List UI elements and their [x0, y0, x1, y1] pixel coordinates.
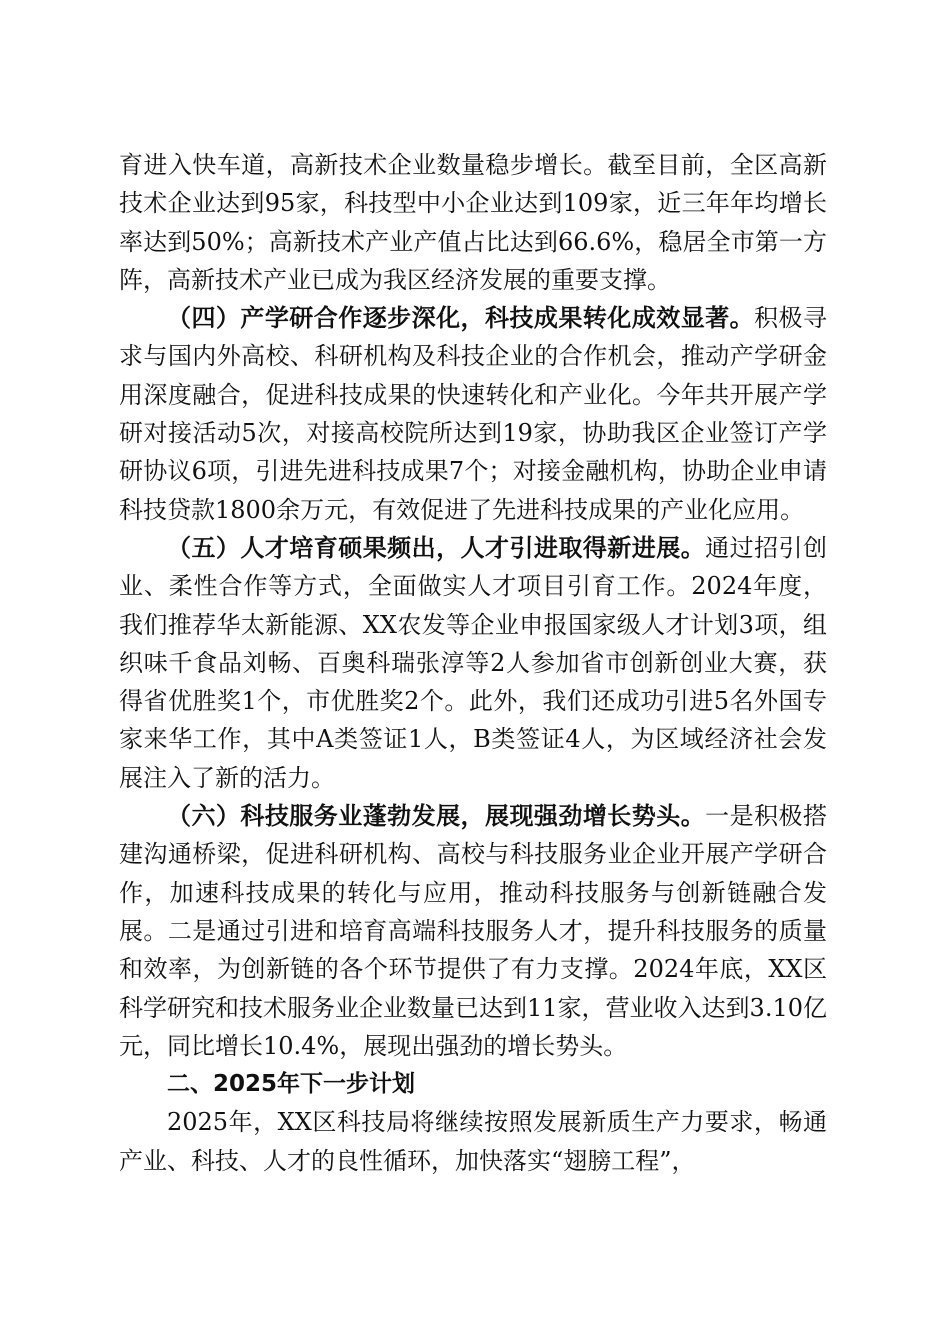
paragraph-text: 育进入快车道，高新技术企业数量稳步增长。截至目前，全区高新技术企业达到95家，科技型中小企业达到109家，近三年年均增长率达到50%；高新技术产业产值占比达到66.6%，稳居全市第一方阵，高新技术产业已成为我区经济发展的重要支撑。 [119, 151, 827, 294]
paragraph-lead-heading: （四）产学研合作逐步深化，科技成果转化成效显著。 [167, 303, 755, 333]
paragraph-high-tech-growth [119, 146, 827, 299]
section-heading: 二、2025年下一步计划 [167, 1071, 416, 1098]
paragraph-lead-heading: （六）科技服务业蓬勃发展，展现强劲增长势头。 [167, 801, 706, 831]
document-body [119, 146, 827, 1180]
paragraph-text: 积极寻求与国内外高校、科研机构及科技企业的合作机会，推动产学研金用深度融合，促进科技成果的快速转化和产业化。今年共开展产学研对接活动5次，对接高校院所达到19家，协助我区企业签订产学研协议6项，引进先进科技成果7个；对接金融机构，协助企业申请科技贷款1800余万元，有效促进了先进科技成果的产业化应用。 [119, 304, 828, 524]
paragraph-text: 通过招引创业、柔性合作等方式，全面做实人才项目引育工作。2024年度，我们推荐华太新能源、XX农发等企业申报国家级人才计划3项，组织味千食品刘畅、百奥科瑞张淳等2人参加省市创新创业大赛，获得省优胜奖1个，市优胜奖2个。此外，我们还成功引进5名外国专家来华工作，其中A类签证1人，B类签证4人，为区域经济社会发展注入了新的活力。 [119, 533, 828, 792]
paragraph-2025-plan: 2025年，XX区科技局将继续按照发展新质生产力要求，畅通产业、科技、人才的良性循环，加快落实“翅膀工程”， [119, 1108, 827, 1175]
paragraph-tech-services [119, 797, 827, 1065]
paragraph-industry-research-cooperation [119, 299, 827, 529]
paragraph-lead-heading: （五）人才培育硕果频出，人才引进取得新进展。 [167, 532, 706, 562]
paragraph-text: 一是积极搭建沟通桥梁，促进科研机构、高校与科技服务业企业开展产学研合作，加速科技成果的转化与应用，推动科技服务与创新链融合发展。二是通过引进和培育高端科技服务人才，提升科技服务的质量和效率，为创新链的各个环节提供了有力支撑。2024年底，XX区科学研究和技术服务业企业数量已达到11家，营业收入达到3.10亿元，同比增长10.4%，展现出强劲的增长势头。 [119, 802, 828, 1060]
paragraph-talent-cultivation [119, 529, 827, 797]
